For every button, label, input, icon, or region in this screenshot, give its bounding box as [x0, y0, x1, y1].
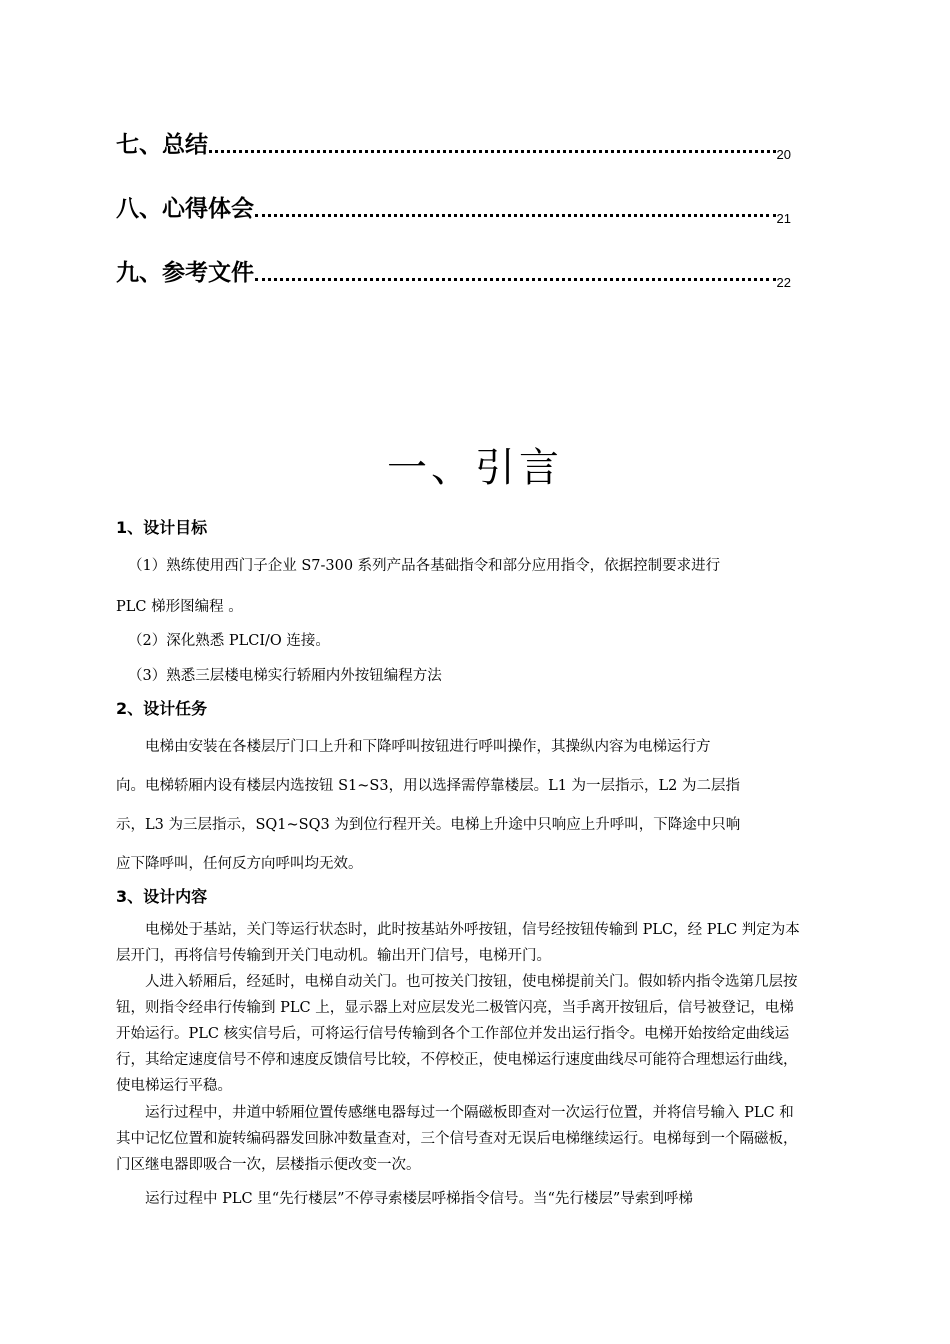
body-line: 向。电梯轿厢内设有楼层内选按钮 S1~S3，用以选择需停靠楼层。L1 为一层指示，L2 为二层指: [116, 778, 740, 794]
body-paragraph: 运行过程中，井道中轿厢位置传感继电器每过一个隔磁板即查对一次运行位置，并将信号输入 PLC 和其中记忆位置和旋转编码器发回脉冲数量查对，三个信号查对无误后电梯继续运行。电梯每到一个隔磁板，门区继电器即吸合一次，层楼指示便改变一次。: [116, 1105, 798, 1173]
toc-entry[interactable]: [116, 132, 791, 162]
body-line: 电梯由安装在各楼层厅门口上升和下降呼叫按钮进行呼叫操作，其操纵内容为电梯运行方: [145, 739, 711, 755]
toc-entry[interactable]: [116, 260, 791, 290]
toc-entry-page: 20: [776, 147, 791, 162]
chapter-title: 一、引言: [387, 445, 563, 491]
body-line: 运行过程中 PLC 里“先行楼层”不停寻索楼层呼梯指令信号。当“先行楼层”导索到呼梯: [145, 1191, 693, 1207]
section-heading: 2、设计任务: [116, 699, 208, 718]
toc-entry-page: 22: [776, 275, 791, 290]
toc-entry[interactable]: [116, 196, 791, 226]
toc-leader-dots: [255, 278, 776, 281]
body-line: （3）熟悉三层楼电梯实行轿厢内外按钮编程方法: [128, 668, 442, 684]
toc-leader-dots: [255, 214, 776, 217]
body-line: （1）熟练使用西门子企业 S7-300 系列产品各基础指令和部分应用指令，依据控制要求进行: [128, 558, 721, 574]
toc-entry-title: 七、总结: [116, 132, 208, 158]
toc-entry-page: 21: [776, 211, 791, 226]
toc-leader-dots: [209, 150, 776, 153]
body-line: PLC 梯形图编程 。: [116, 599, 243, 615]
body-paragraph: 电梯处于基站，关门等运行状态时，此时按基站外呼按钮，信号经按钮传输到 PLC，经 PLC 判定为本层开门，再将信号传输到开关门电动机。输出开门信号，电梯开门。: [116, 922, 800, 964]
body-line: 应下降呼叫，任何反方向呼叫均无效。: [116, 856, 363, 872]
body-paragraph: 人进入轿厢后，经延时，电梯自动关门。也可按关门按钮，使电梯提前关门。假如轿内指令选第几层按钮，则指令经串行传输到 PLC 上，显示器上对应层发光二极管闪亮，当手离开按钮后，信号被登记，电梯开始运行。PLC 核实信号后，可将运行信号传输到各个工作部位并发出运行指令。电梯开始按给定曲线运行，其给定速度信号不停和速度反馈信号比较，不停校正，使电梯运行速度曲线尽可能符合理想运行曲线，使电梯运行平稳。: [116, 974, 798, 1094]
section-heading: 3、设计内容: [116, 887, 208, 906]
toc-entry-title: 九、参考文件: [116, 260, 254, 286]
toc-entry-title: 八、心得体会: [116, 196, 254, 222]
body-line: （2）深化熟悉 PLCI/O 连接。: [128, 633, 330, 649]
section-heading: 1、设计目标: [116, 518, 208, 537]
body-line: 示，L3 为三层指示，SQ1~SQ3 为到位行程开关。电梯上升途中只响应上升呼叫，下降途中只响: [116, 817, 741, 833]
